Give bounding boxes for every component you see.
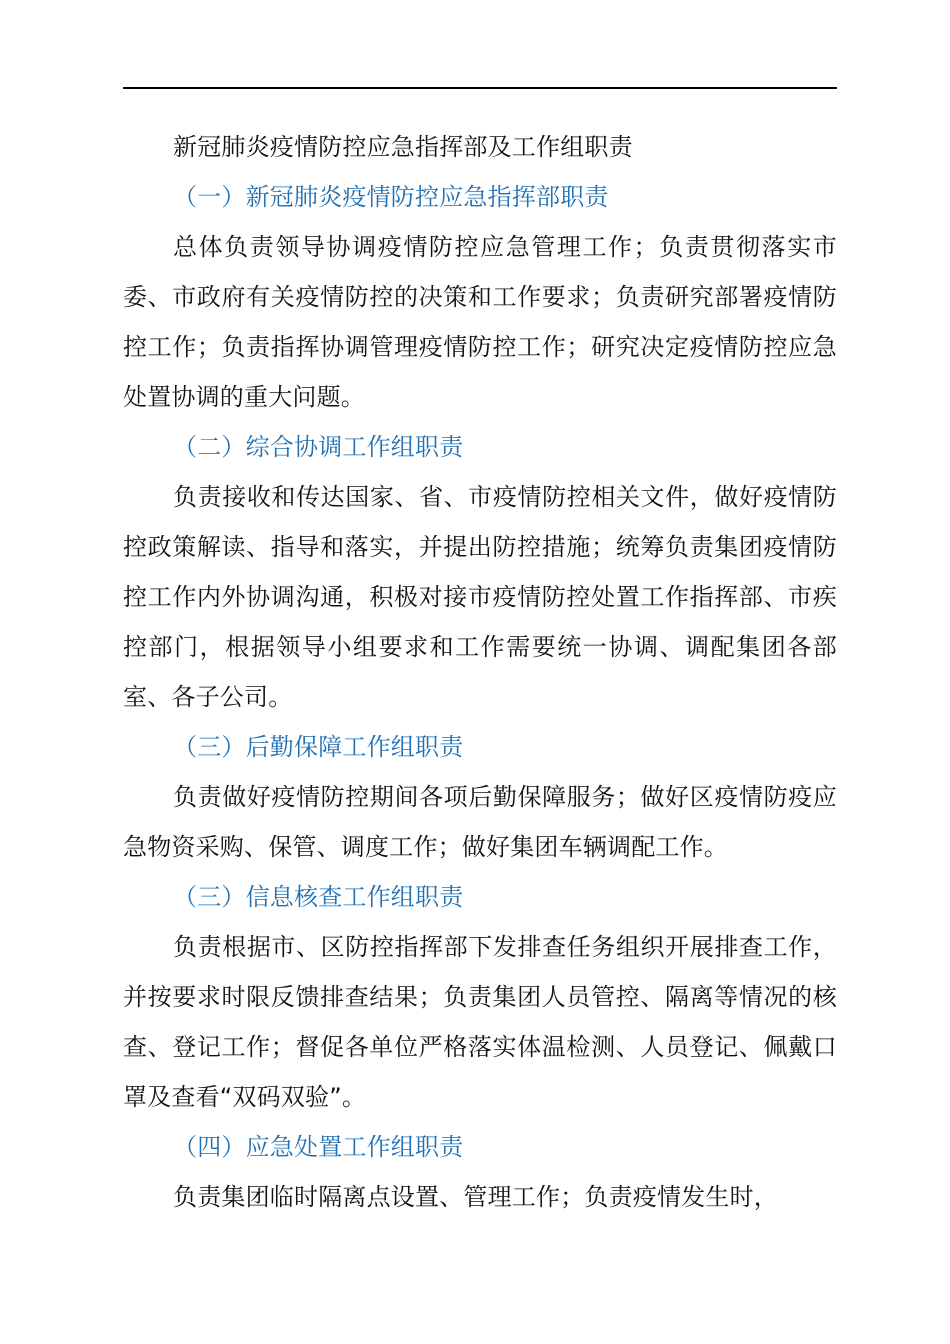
- section-body-5: 负责集团临时隔离点设置、管理工作；负责疫情发生时，: [173, 1183, 778, 1211]
- section-heading-1: （一）新冠肺炎疫情防控应急指挥部职责: [173, 183, 609, 211]
- section-heading-4: （三）信息核查工作组职责: [173, 883, 464, 911]
- document-content: [123, 122, 837, 1222]
- section-heading-2: （二）综合协调工作组职责: [173, 433, 464, 461]
- header-rule: [123, 87, 837, 89]
- section-body-4: 负责根据市、区防控指挥部下发排查任务组织开展排查工作，并按要求时限反馈排查结果；负责集团人员管控、隔离等情况的核查、登记工作；督促各单位严格落实体温检测、人员登记、佩戴口罩及查看“双码双验”。: [123, 933, 837, 1111]
- document-title: 新冠肺炎疫情防控应急指挥部及工作组职责: [173, 133, 633, 161]
- section-heading-3: （三）后勤保障工作组职责: [173, 733, 464, 761]
- section-body-2: 负责接收和传达国家、省、市疫情防控相关文件，做好疫情防控政策解读、指导和落实，并提出防控措施；统筹负责集团疫情防控工作内外协调沟通，积极对接市疫情防控处置工作指挥部、市疾控部门，根据领导小组要求和工作需要统一协调、调配集团各部室、各子公司。: [123, 483, 837, 711]
- section-body-1: 总体负责领导协调疫情防控应急管理工作；负责贯彻落实市委、市政府有关疫情防控的决策和工作要求；负责研究部署疫情防控工作；负责指挥协调管理疫情防控工作；研究决定疫情防控应急处置协调的重大问题。: [123, 233, 837, 411]
- section-body-3: 负责做好疫情防控期间各项后勤保障服务；做好区疫情防疫应急物资采购、保管、调度工作；做好集团车辆调配工作。: [123, 783, 837, 861]
- section-heading-5: （四）应急处置工作组职责: [173, 1133, 464, 1161]
